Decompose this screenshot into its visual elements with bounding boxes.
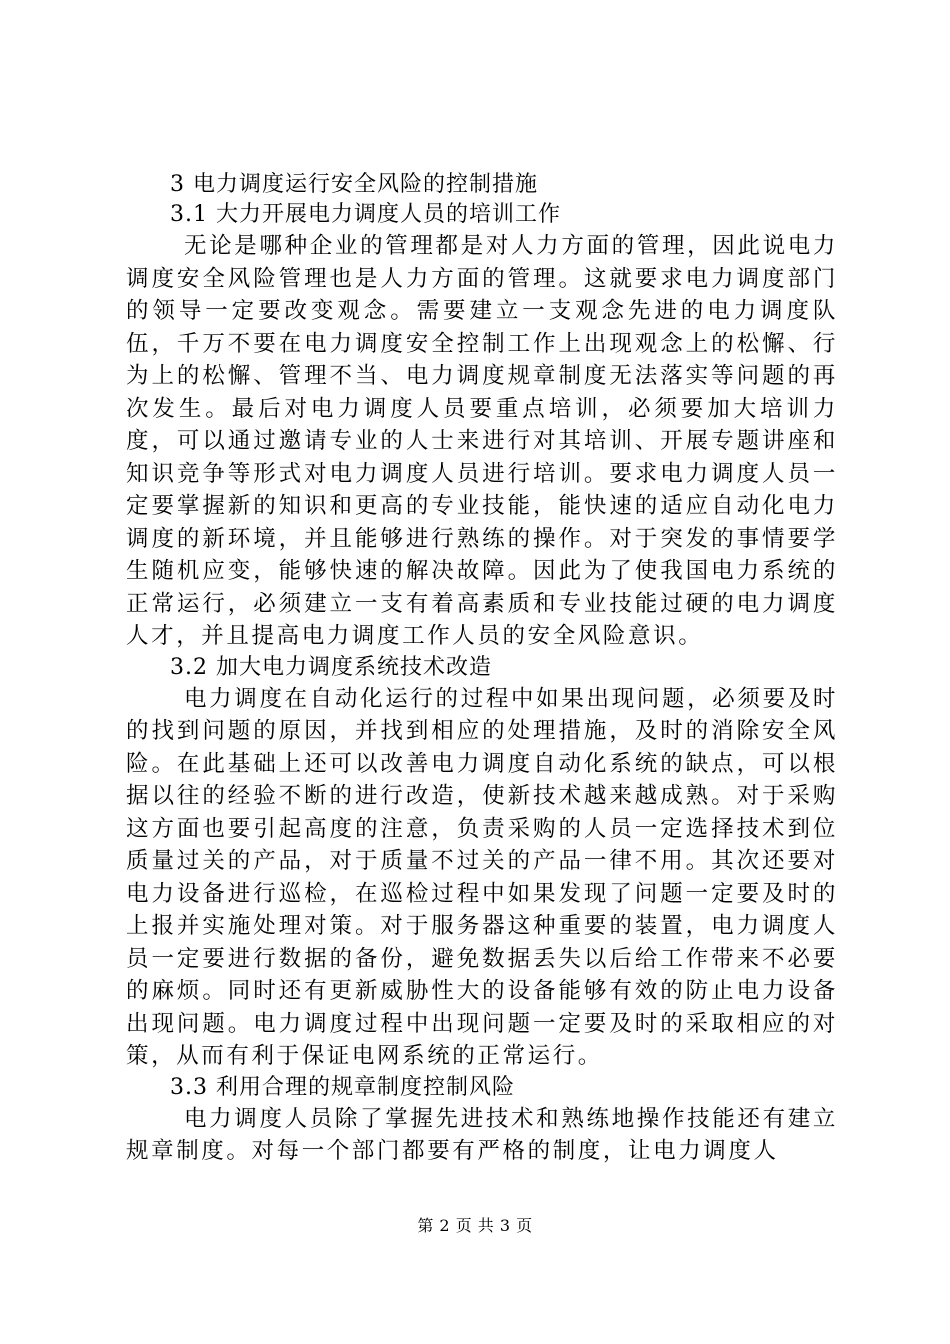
section-heading-3: 3 电力调度运行安全风险的控制措施 xyxy=(170,172,538,197)
section-heading-3-1: 3.1 大力开展电力调度人员的培训工作 xyxy=(170,202,561,227)
document-body xyxy=(126,170,838,1168)
paragraph-training: 无论是哪种企业的管理都是对人力方面的管理，因此说电力调度安全风险管理也是人力方面的管理。这就要求电力调度部门的领导一定要改变观念。需要建立一支观念先进的电力调度队伍，千万不要在电力调度安全控制工作上出现观念上的松懈、行为上的松懈、管理不当、电力调度规章制度无法落实等问题的再次发生。最后对电力调度人员要重点培训，必须要加大培训力度，可以通过邀请专业的人士来进行对其培训、开展专题讲座和知识竞争等形式对电力调度人员进行培训。要求电力调度人员一定要掌握新的知识和更高的专业技能，能快速的适应自动化电力调度的新环境，并且能够进行熟练的操作。对于突发的事情要学生随机应变，能够快速的解决故障。因此为了使我国电力系统的正常运行，必须建立一支有着高素质和专业技能过硬的电力调度人才，并且提高电力调度工作人员的安全风险意识。 xyxy=(126,233,838,649)
paragraph-technical-reform: 电力调度在自动化运行的过程中如果出现问题，必须要及时的找到问题的原因，并找到相应的处理措施，及时的消除安全风险。在此基础上还可以改善电力调度自动化系统的缺点，可以根据以往的经验不断的进行改造，使新技术越来越成熟。对于采购这方面也要引起高度的注意，负责采购的人员一定选择技术到位质量过关的产品，对于质量不过关的产品一律不用。其次还要对电力设备进行巡检，在巡检过程中如果发现了问题一定要及时的上报并实施处理对策。对于服务器这种重要的装置，电力调度人员一定要进行数据的备份，避免数据丢失以后给工作带来不必要的麻烦。同时还有更新威胁性大的设备能够有效的防止电力设备出现问题。电力调度过程中出现问题一定要及时的采取相应的对策，从而有利于保证电网系统的正常运行。 xyxy=(126,685,838,1069)
paragraph-regulations: 电力调度人员除了掌握先进技术和熟练地操作技能还有建立规章制度。对每一个部门都要有严格的制度，让电力调度人 xyxy=(126,1105,838,1164)
section-heading-3-2: 3.2 加大电力调度系统技术改造 xyxy=(170,654,492,680)
page-footer: 第 2 页 共 3 页 xyxy=(417,1216,533,1235)
section-heading-3-3: 3.3 利用合理的规章制度控制风险 xyxy=(170,1074,515,1100)
